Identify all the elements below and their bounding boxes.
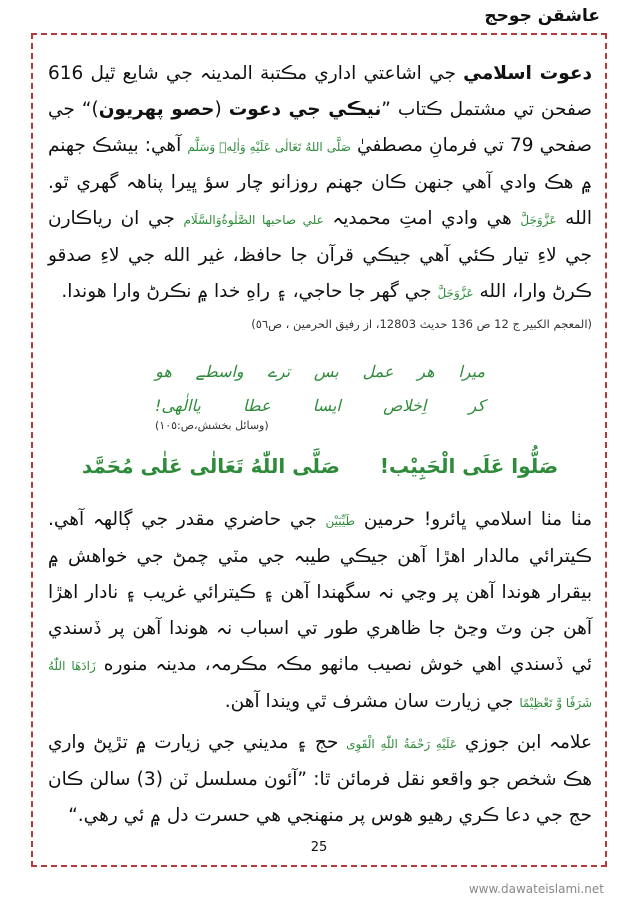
honorific-text: طَيِّبَيْن xyxy=(325,514,356,528)
body-text: )“ جي صفحي 79 تي فرمانِ مصطفيٰ xyxy=(48,99,593,156)
body-text: علامہ ابن جوزي xyxy=(457,732,593,753)
salat-call: صَلُّوا عَلَى الْحَبِيْب! xyxy=(379,454,559,478)
poem-word: ياالٰهی! xyxy=(155,396,201,415)
poem-line-2 xyxy=(155,389,485,423)
body-text: حج ۽ مديني جي زيارت ۾ تڙپڻ واري هڪ شخص جو واقعو نقل فرمائن ٿا: ”آئون مسلسل ٽن (3) سالن ڪان حج جي دعا ڪري رهيو هوس پر منهنجي هي حسرت دل ۾ ئي رهي.“ xyxy=(48,732,593,826)
emphasis-text: نيڪي جي دعوت xyxy=(228,99,382,120)
honorific-text: صَلَّى اللهُ تَعَالٰى عَلَيْهِ وَاٰلِهٖ وَسَلَّم xyxy=(187,140,351,154)
poem-word: ميرا xyxy=(458,362,485,381)
poem-word: بس xyxy=(313,362,339,381)
poem-word: ايسا xyxy=(312,396,341,415)
body-text: هي وادي امتِ محمديہ xyxy=(323,208,521,229)
page-content xyxy=(48,56,592,834)
salat-response: صَلَّى اللّٰهُ تَعَالٰى عَلٰى مُحَمَّد xyxy=(81,454,340,478)
body-text: مٺا مٺا اسلامي ڀائرو! حرمين xyxy=(355,509,592,530)
paragraph-group-bottom xyxy=(48,502,592,834)
body-paragraph xyxy=(48,502,592,721)
footer-url: www.dawateislami.net xyxy=(468,882,604,896)
body-text: جي حاضري مقدر جي ڳالهہ آهي. ڪيترائي مالدار اهڙا آهن جيڪي طيبہ جي مٽي چمڻ جي خواهش ۾ بيقرار هوندا آهن پر وڃي نہ سگهندا آهن ۽ ڪيترائي غريب ۽ نادار اهڙا آهن جن وٽ وڃڻ جا ظاهري طور تي اسباب نہ هوندا آهن پر ڏسندي ئي ڏسندي اهي خوش نصيب ماٺهو مڪہ مڪرمہ، مدينہ منوره xyxy=(48,509,593,675)
honorific-text: زَادَهَا اللّٰهُ شَرَفًا وَّ تَعْظِيْمًا xyxy=(48,659,592,710)
honorific-text: عَزَّوَجَلَّ xyxy=(520,213,557,227)
body-text: آهي: بيشڪ جهنم ۾ هڪ وادي آهي جنهن ڪان جهنم روزانو چار سؤ ڀيرا پناهہ گهري ٿو. الله xyxy=(48,135,592,229)
poem-word: هر xyxy=(417,362,435,381)
poem-word: هو xyxy=(155,362,172,381)
poem-word: ترے xyxy=(267,362,291,381)
poem-word: کر xyxy=(468,396,485,415)
page-number: 25 xyxy=(310,840,328,855)
body-text: جي گهر جا حاجي، ۽ راهِ خدا ۾ نڪرڻ وارا هوندا. xyxy=(61,281,438,302)
poem-word: عطا xyxy=(243,396,271,415)
poem-reference: (وسائل بخشش،ص:١٠٥) xyxy=(155,419,269,432)
salat-line xyxy=(48,454,592,478)
body-text: جي زيارت سان مشرف ٿي ويندا آهن. xyxy=(224,691,520,712)
poem-word: واسطے xyxy=(195,362,244,381)
poem-word: اِخلاص xyxy=(383,396,427,415)
honorific-text: عَزَّوَجَلَّ xyxy=(437,286,474,300)
poem-word: عمل xyxy=(362,362,394,381)
header-title: عاشقن جوحج xyxy=(484,6,600,26)
poem xyxy=(155,355,485,432)
emphasis-text: دعوت اسلامي xyxy=(463,63,592,84)
intro-paragraph xyxy=(48,56,592,311)
body-text: ( xyxy=(214,99,229,120)
body-text: جي اشاعتي اداري مڪتبة المدينہ جي شايع ٿيل 616 صفحن تي مشتمل ڪتاب ” xyxy=(48,63,593,120)
poem-line-1 xyxy=(155,355,485,389)
emphasis-text: حصو پهريون xyxy=(98,99,215,120)
body-text: جي ان رياڪارن جي لاءِ تيار ڪئي آهي جيڪي قرآن جا حافظ، غير الله جي لاءِ صدقو ڪرڻ وارا، الله xyxy=(48,208,592,302)
paragraph-group-top xyxy=(48,56,592,311)
honorific-text: عَلَيْهِ رَحْمَةُ اللّٰهِ الْقَوِی xyxy=(346,737,458,751)
body-paragraph xyxy=(48,725,592,834)
hadith-reference: (المعجم الكبير ج 12 ص 136 حديث 12803، از رفيق الحرمين ، ص٥٦) xyxy=(251,317,592,331)
honorific-text: علي صاحبها الصَّلٰوةُوَالسَّلَام xyxy=(183,213,324,227)
